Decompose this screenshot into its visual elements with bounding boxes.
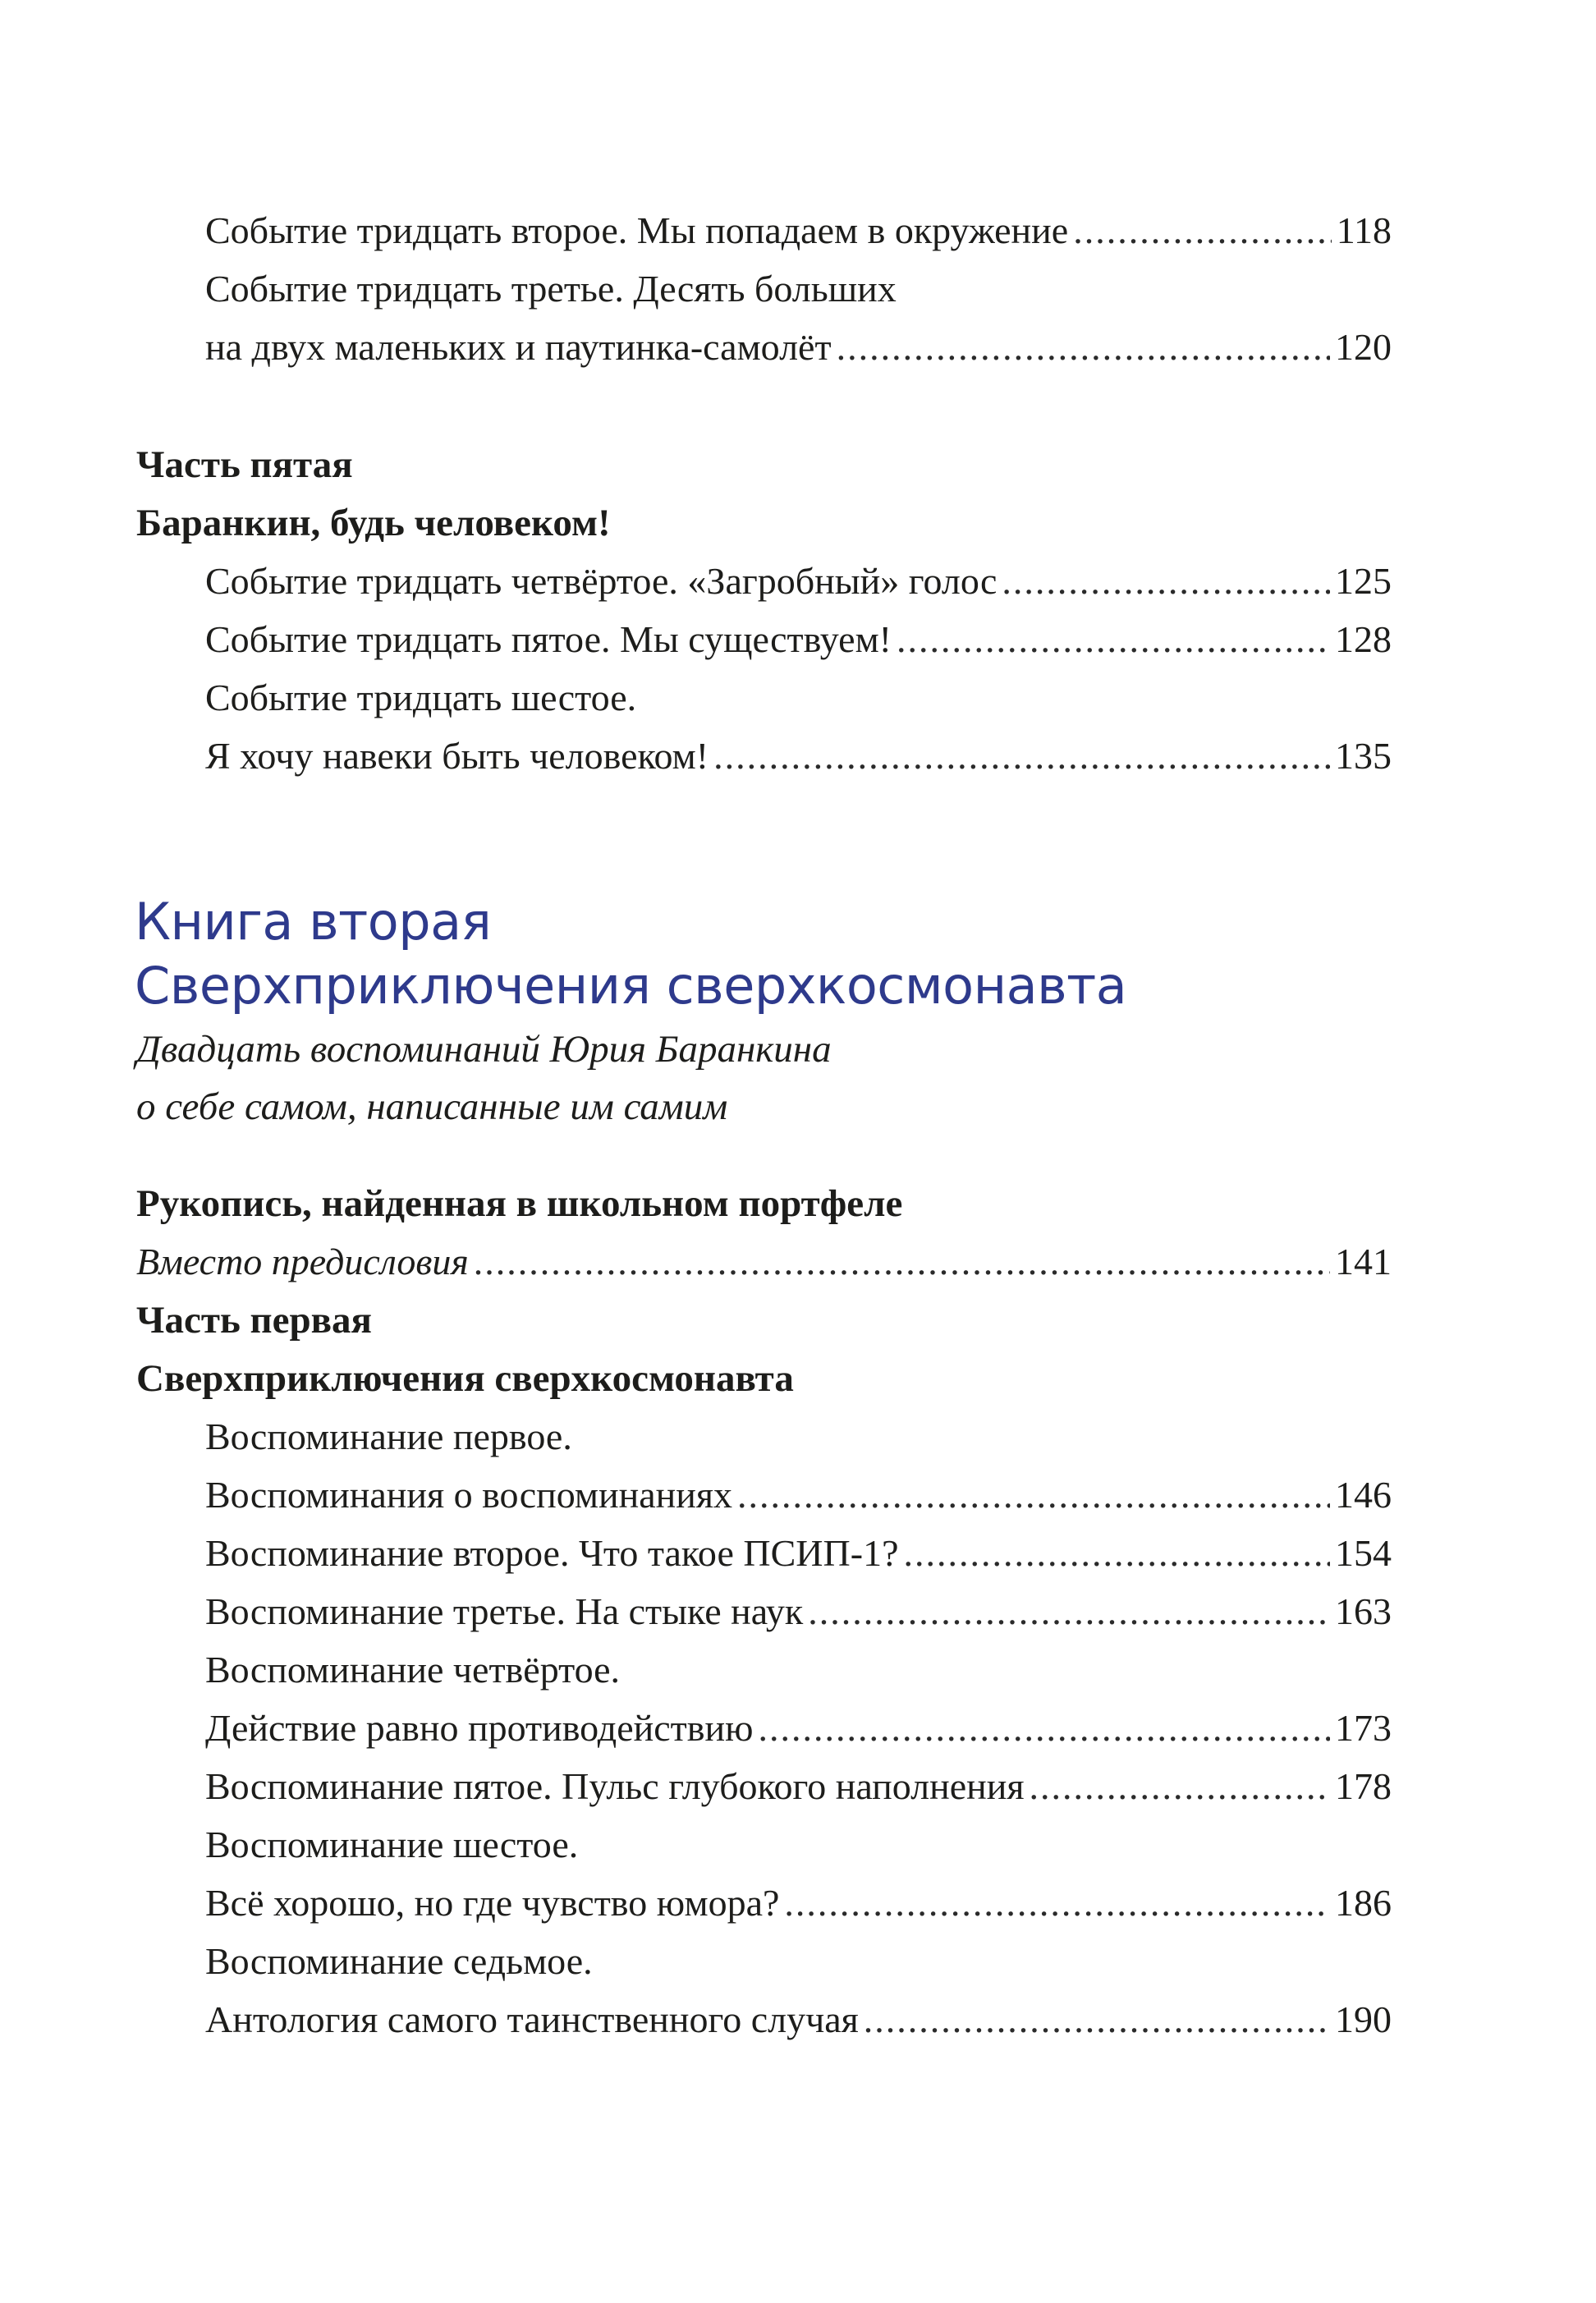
toc-entry-title: Событие тридцать шестое. [205,677,637,718]
leader-dots [737,1466,1330,1525]
part-title: Сверхприключения сверхкосмонавта [136,1357,794,1400]
toc-entry-page: 163 [1335,1590,1392,1632]
toc-entry-page: 125 [1335,560,1392,602]
toc-entry-page: 146 [1335,1474,1392,1516]
toc-entry-title: Всё хорошо, но где чувство юмора? [205,1882,780,1924]
leader-dots [1073,201,1332,260]
leader-dots [864,1990,1330,2049]
toc-entry-page: 190 [1335,1998,1392,2040]
toc-entry-title: Воспоминание первое. [205,1415,572,1457]
toc-entry-page: 120 [1335,326,1392,368]
toc-entry-title: Вместо предисловия [136,1241,469,1282]
toc-entry [205,1874,1392,1933]
book-heading-line1: Книга вторая [135,892,492,952]
book-subtitle-line2: о себе самом, написанные им самим [136,1085,728,1128]
toc-entry-page: 178 [1335,1765,1392,1807]
toc-entry-title: Воспоминание седьмое. [205,1940,593,1982]
leader-dots [837,318,1330,377]
toc-entry [205,1466,1392,1525]
leader-dots [758,1699,1330,1758]
leader-dots [1030,1757,1330,1816]
toc-entry-title: Событие тридцать третье. Десять больших [205,268,897,310]
part-title: Баранкин, будь человеком! [136,502,611,544]
leader-dots [474,1232,1330,1291]
toc-entry [205,1932,1392,1991]
toc-entry [205,668,1392,727]
toc-entry [205,1990,1392,2049]
toc-entry-title: Воспоминание пятое. Пульс глубокого наполнения [205,1765,1025,1807]
toc-entry-page: 173 [1335,1707,1392,1749]
toc-entry-title: на двух маленьких и паутинка-самолёт [205,326,832,368]
toc-entry [205,318,1392,377]
leader-dots [897,610,1330,669]
toc-entry-title: Событие тридцать второе. Мы попадаем в окружение [205,209,1069,251]
toc-entry-title: Воспоминание четвёртое. [205,1649,621,1691]
section-heading: Рукопись, найденная в школьном портфеле [136,1182,903,1225]
toc-entry [205,1582,1392,1641]
leader-dots [713,727,1330,786]
book-heading-line2: Сверхприключения сверхкосмонавта [135,956,1127,1016]
toc-entry [205,727,1392,786]
part-label: Часть первая [136,1299,372,1342]
toc-entry-page: 135 [1335,735,1392,777]
toc-entry [205,552,1392,611]
toc-entry-title: Воспоминание третье. На стыке наук [205,1590,804,1632]
toc-entry-title: Воспоминание шестое. [205,1824,579,1865]
toc-entry [205,1524,1392,1583]
toc-entry-title: Воспоминание второе. Что такое ПСИП-1? [205,1532,899,1574]
book-subtitle-line1: Двадцать воспоминаний Юрия Баранкина [136,1028,832,1071]
toc-entry [205,1699,1392,1758]
toc-entry [205,1640,1392,1700]
toc-entry-page: 154 [1335,1532,1392,1574]
toc-entry [205,201,1392,260]
toc-entry-title: Я хочу навеки быть человеком! [205,735,709,777]
leader-dots [784,1874,1330,1933]
toc-entry [136,1232,1392,1291]
toc-entry-page: 118 [1336,209,1392,251]
toc-entry [205,610,1392,669]
toc-entry-page: 128 [1335,618,1392,660]
toc-entry-page: 141 [1335,1241,1392,1282]
toc-entry-title: Антология самого таинственного случая [205,1998,859,2040]
toc-entry [205,259,1392,319]
leader-dots [808,1582,1330,1641]
toc-entry [205,1757,1392,1816]
leader-dots [904,1524,1331,1583]
toc-entry-title: Воспоминания о воспоминаниях [205,1474,733,1516]
leader-dots [1002,552,1330,611]
toc-entry [205,1407,1392,1466]
toc-entry-page: 186 [1335,1882,1392,1924]
part-label: Часть пятая [136,443,353,486]
toc-entry-title: Событие тридцать четвёртое. «Загробный» голос [205,560,998,602]
toc-entry-title: Действие равно противодействию [205,1707,754,1749]
toc-entry-title: Событие тридцать пятое. Мы существуем! [205,618,892,660]
toc-entry [205,1815,1392,1874]
